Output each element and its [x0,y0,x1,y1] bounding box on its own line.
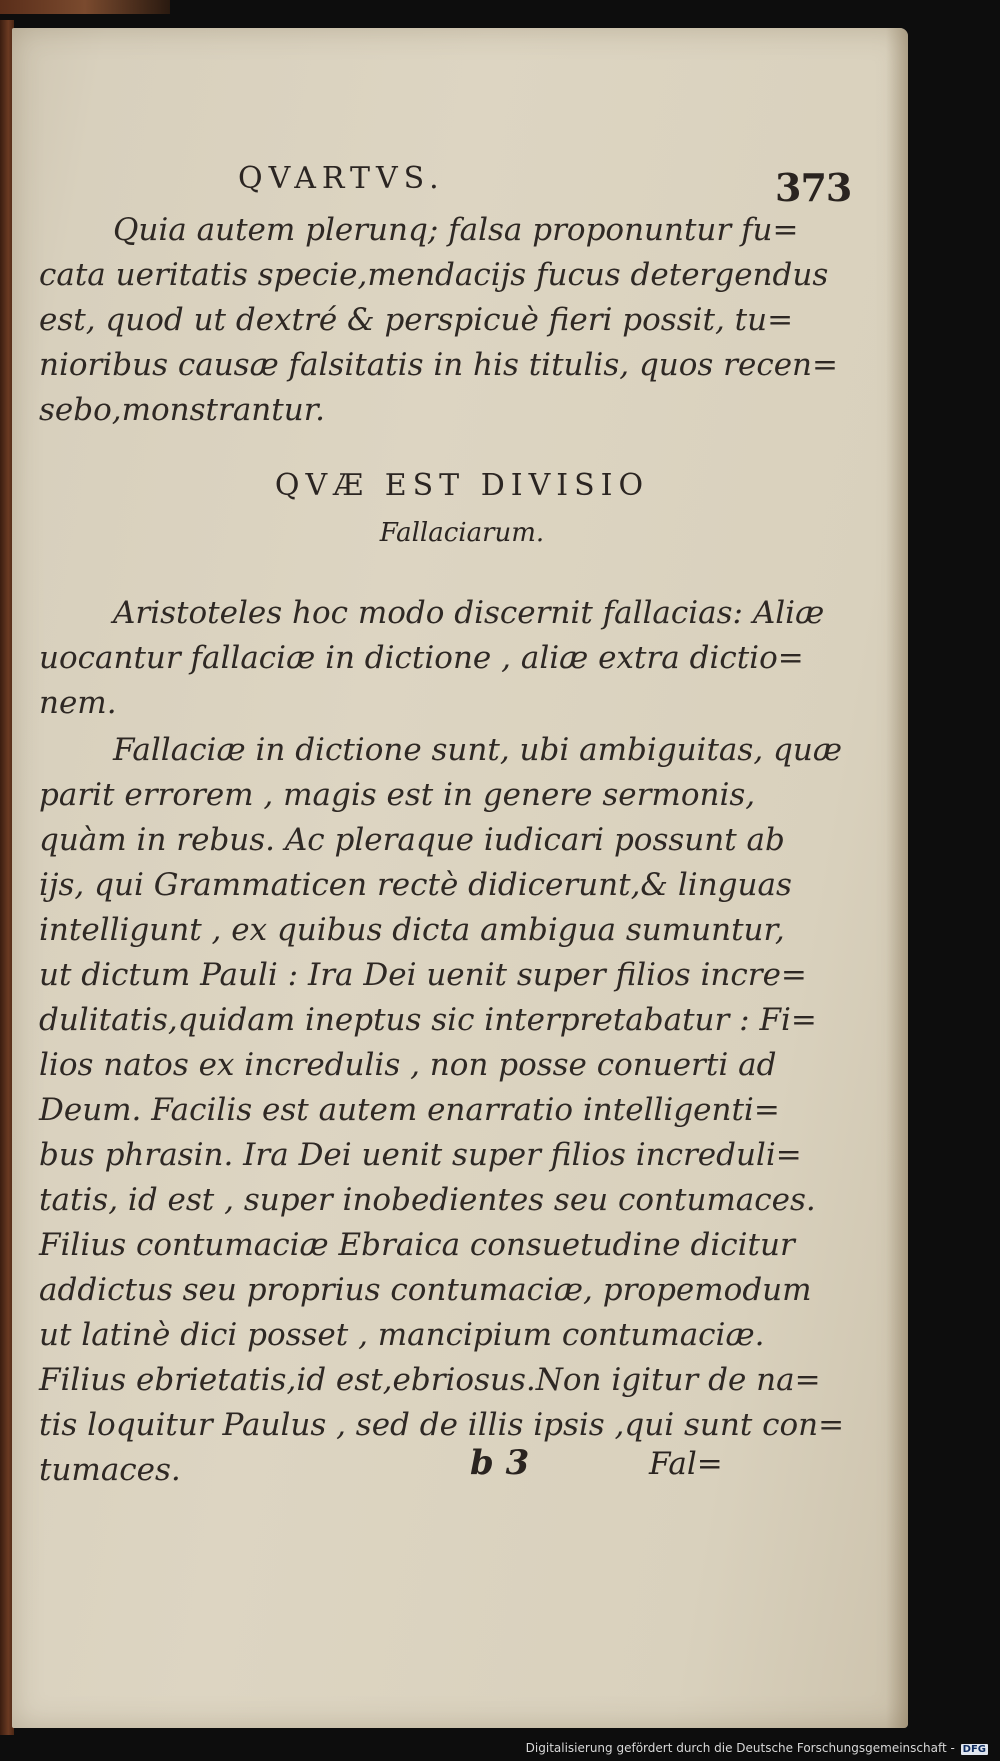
text-line: Filius ebrietatis,id est,ebriosus.Non igitur de na= [39,1362,821,1398]
book-page [12,28,908,1728]
text-line: Aristoteles hoc modo discernit fallacias: Aliæ [113,595,825,631]
text-line: nem. [39,685,117,721]
catchword: Fal= [649,1446,723,1482]
text-line: uocantur fallaciæ in dictione , aliæ extra dictio= [39,640,804,676]
signature-mark: b 3 [470,1443,530,1483]
text-line: dulitatis,quidam ineptus sic interpretabatur : Fi= [39,1002,817,1038]
text-line: tumaces. [39,1452,181,1488]
dfg-logo: DFG [962,1744,986,1755]
text-line: quàm in rebus. Ac pleraque iudicari possunt ab [39,822,785,858]
text-line: Filius contumaciæ Ebraica consuetudine dicitur [39,1227,795,1263]
text-line: intelligunt , ex quibus dicta ambigua sumuntur, [39,912,785,948]
paragraph-3 [39,728,845,1493]
text-line: tatis, id est , super inobedientes seu contumaces. [39,1182,816,1218]
text-line: Fallaciæ in dictione sunt, ubi ambiguitas, quæ [113,732,842,768]
paragraph-1 [39,208,838,433]
paragraph-2 [39,591,825,726]
digitization-credit [526,1741,988,1755]
text-line: nioribus causæ falsitatis in his titulis, quos recen= [39,347,838,383]
text-line: ut latinè dici posset , mancipium contumaciæ. [39,1317,765,1353]
text-line: cata ueritatis specie,mendacijs fucus detergendus [39,257,829,293]
text-line: Quia autem plerunq; falsa proponuntur fu= [113,212,799,248]
text-line: lios natos ex incredulis , non posse conuerti ad [39,1047,777,1083]
section-heading: QVÆ EST DIVISIO [274,468,650,503]
text-line: tis loquitur Paulus , sed de illis ipsis ,qui sunt con= [39,1407,845,1443]
text-line: parit errorem , magis est in genere sermonis, [39,777,756,813]
text-line: ijs, qui Grammaticen rectè didicerunt,& linguas [39,867,792,903]
book-edge-top [0,0,170,14]
section-subheading: Fallaciarum. [379,518,545,548]
credit-text: Digitalisierung gefördert durch die Deutsche Forschungsgemeinschaft - [525,1741,955,1755]
text-line: bus phrasin. Ira Dei uenit super filios increduli= [39,1137,802,1173]
text-line: est, quod ut dextré & perspicuè fieri possit, tu= [39,302,794,338]
text-line: Deum. Facilis est autem enarratio intelligenti= [39,1092,780,1128]
page-number: 373 [775,165,852,210]
text-line: ut dictum Pauli : Ira Dei uenit super filios incre= [39,957,807,993]
running-head: QVARTVS. [238,161,445,196]
page-edge-shadow [886,28,908,1728]
text-line: sebo,monstrantur. [39,392,325,428]
text-line: addictus seu proprius contumaciæ, propemodum [39,1272,812,1308]
